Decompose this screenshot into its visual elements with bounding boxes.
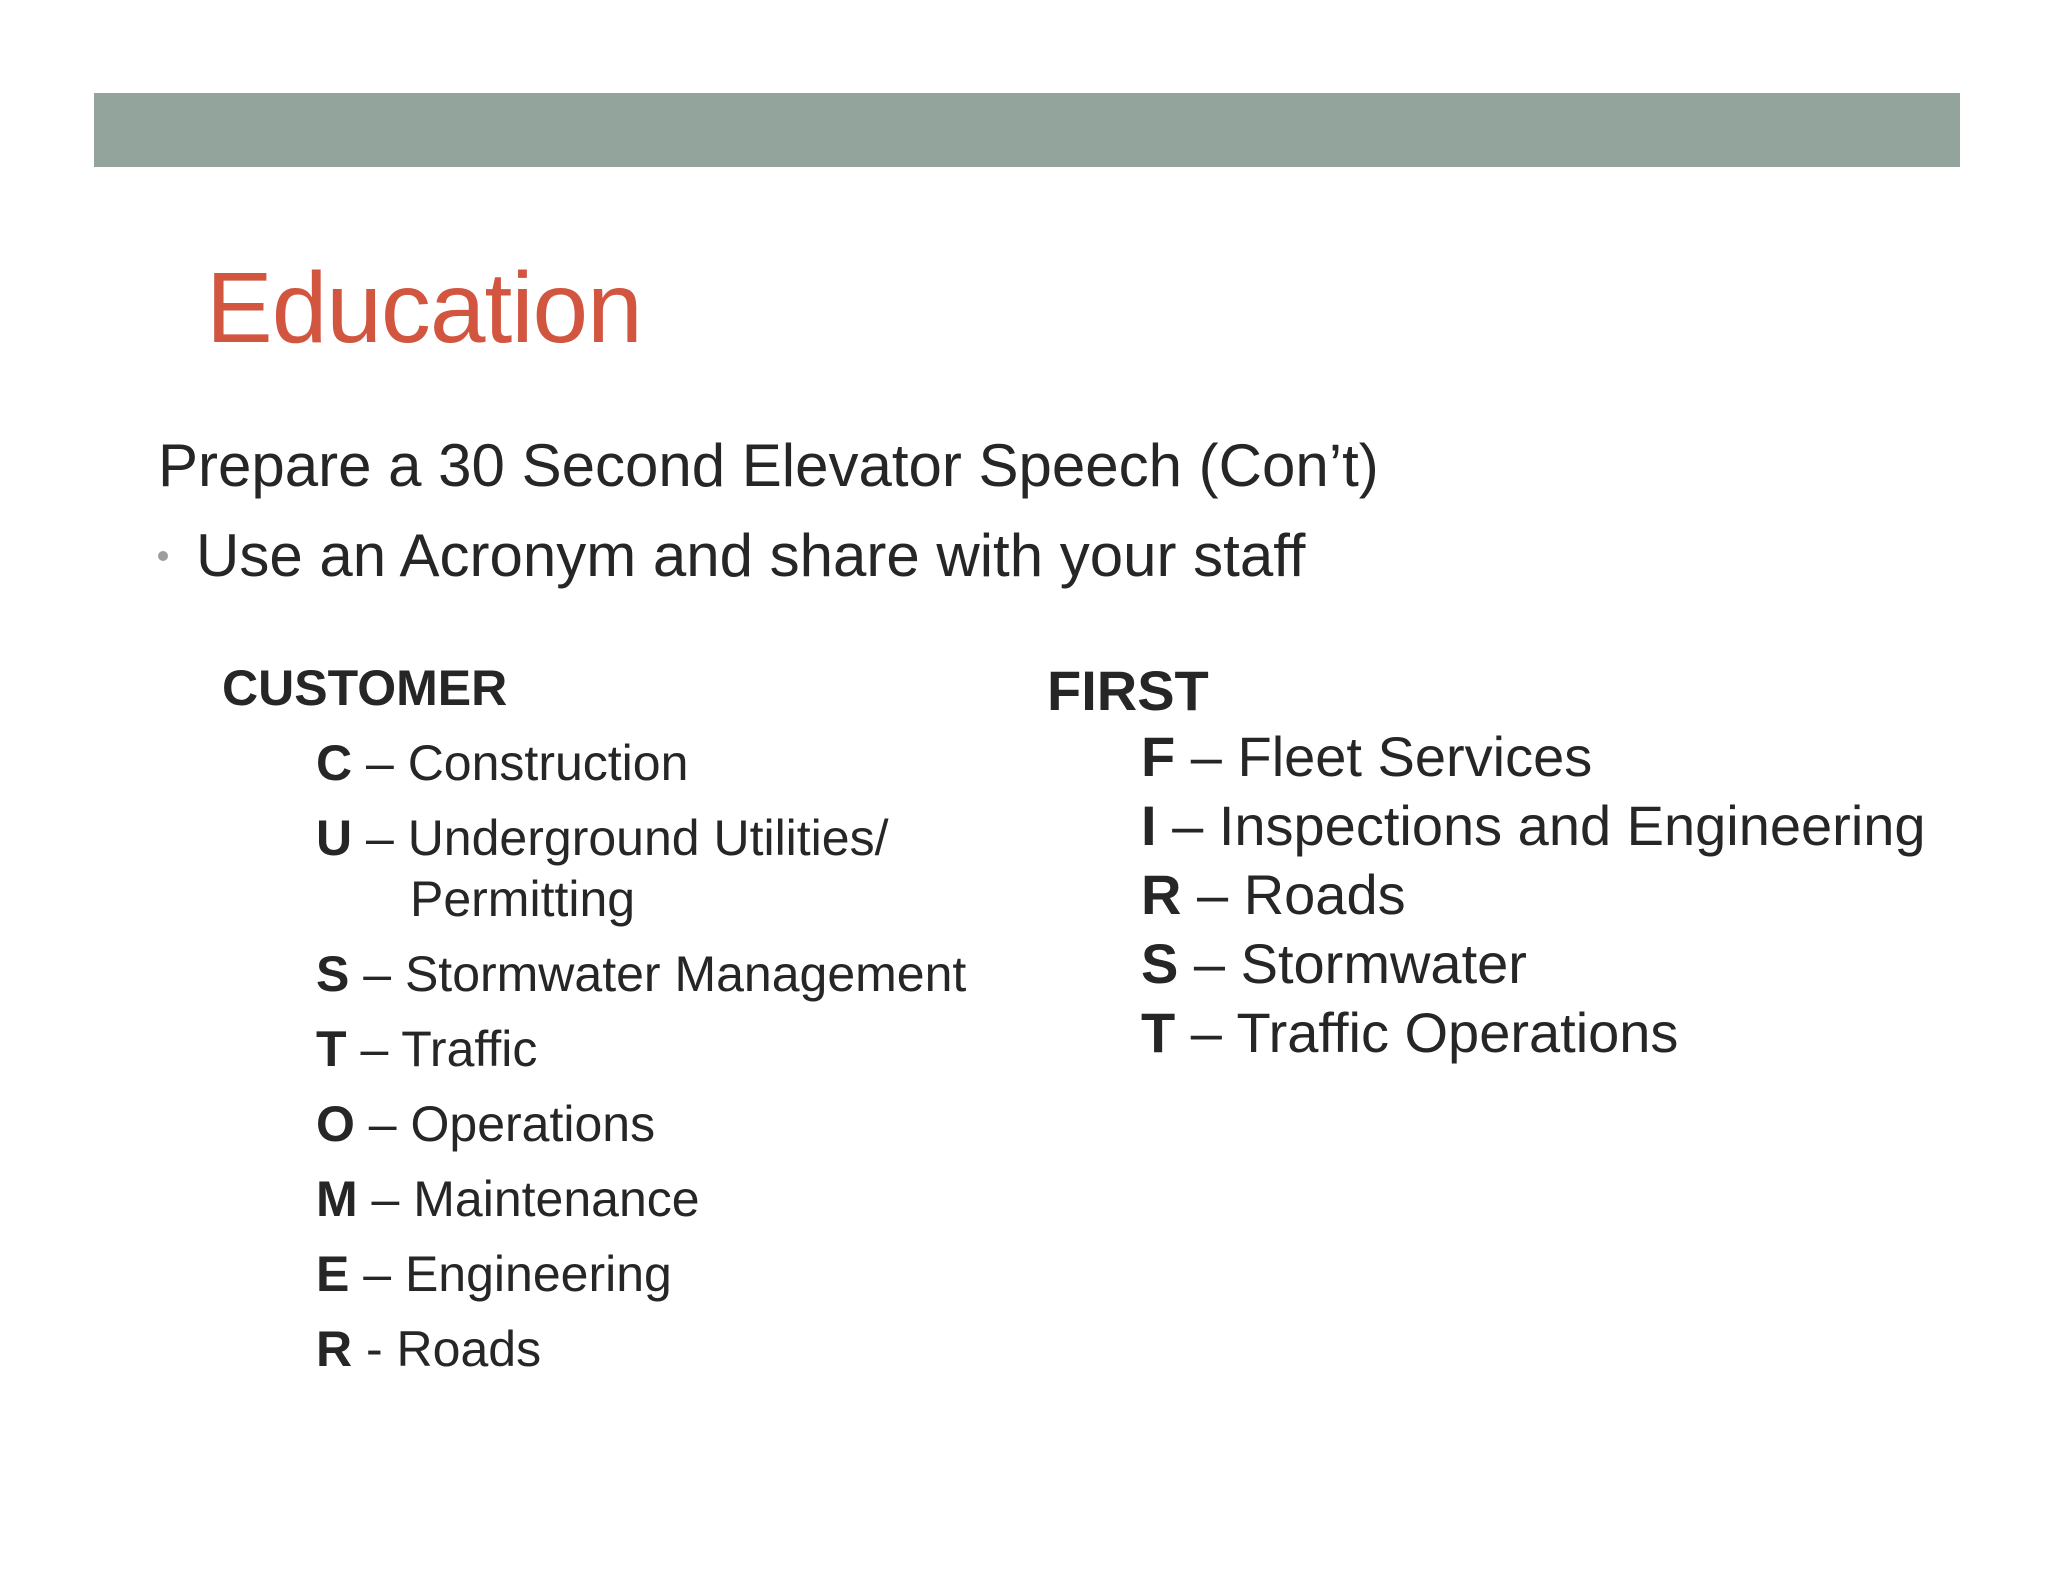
acronym-separator: – (1181, 863, 1244, 926)
bullet-text: Use an Acronym and share with your staff (196, 522, 1306, 589)
list-item (316, 1241, 966, 1316)
acronym-separator: – (349, 946, 405, 1002)
first-heading: FIRST (1047, 659, 1209, 722)
acronym-text: Engineering (404, 1246, 672, 1302)
acronym-text: Traffic (401, 1021, 538, 1077)
list-item (1141, 1000, 1926, 1069)
header-accent-bar (94, 93, 1960, 167)
list-item (1141, 862, 1926, 931)
acronym-letter: O (316, 1096, 355, 1152)
acronym-separator: – (357, 1171, 414, 1227)
acronym-text: Operations (410, 1096, 656, 1152)
slide-title: Education (206, 252, 642, 364)
acronym-text: Roads (396, 1321, 542, 1377)
acronym-letter: M (316, 1171, 358, 1227)
list-item (316, 1016, 966, 1091)
bullet-dot-icon (158, 551, 168, 561)
acronym-letter: S (1141, 932, 1179, 995)
acronym-letter: R (1141, 863, 1182, 926)
customer-heading: CUSTOMER (222, 660, 508, 716)
acronym-separator: – (352, 735, 408, 791)
list-item (316, 805, 966, 941)
acronym-text: Stormwater (1240, 932, 1527, 995)
list-item (1141, 793, 1926, 862)
list-item (316, 1316, 966, 1391)
acronym-text: Maintenance (413, 1171, 700, 1227)
bullet-item (158, 520, 1305, 592)
list-item (316, 1091, 966, 1166)
acronym-separator: – (1156, 794, 1219, 857)
acronym-text: Traffic Operations (1236, 1001, 1679, 1064)
acronym-separator: – (349, 1246, 405, 1302)
customer-acronym-list (316, 730, 966, 1391)
acronym-text-continued: Permitting (410, 871, 636, 927)
list-item (316, 941, 966, 1016)
acronym-text: Construction (407, 735, 689, 791)
acronym-letter: E (316, 1246, 350, 1302)
acronym-text: Roads (1243, 863, 1406, 926)
acronym-separator: – (1175, 1001, 1237, 1064)
acronym-separator: – (1178, 932, 1241, 995)
acronym-letter: T (1141, 1001, 1176, 1064)
first-acronym-list (1141, 724, 1926, 1069)
acronym-letter: F (1141, 725, 1176, 788)
acronym-text: Inspections and Engineering (1218, 794, 1926, 857)
list-item (1141, 724, 1926, 793)
acronym-text: Stormwater Management (404, 946, 967, 1002)
acronym-text: Underground Utilities/ (407, 810, 889, 866)
acronym-separator: – (1175, 725, 1238, 788)
acronym-separator: – (352, 810, 408, 866)
acronym-text: Fleet Services (1237, 725, 1593, 788)
list-item (1141, 931, 1926, 1000)
slide-subtitle: Prepare a 30 Second Elevator Speech (Con’t) (158, 432, 1379, 499)
acronym-separator: – (354, 1096, 411, 1152)
acronym-letter: C (316, 735, 353, 791)
acronym-letter: R (316, 1321, 353, 1377)
list-item (316, 1166, 966, 1241)
acronym-letter: U (316, 810, 353, 866)
acronym-separator: - (352, 1321, 397, 1377)
list-item (316, 730, 966, 805)
acronym-letter: T (316, 1021, 347, 1077)
acronym-letter: S (316, 946, 350, 1002)
acronym-letter: I (1141, 794, 1157, 857)
acronym-separator: – (346, 1021, 402, 1077)
